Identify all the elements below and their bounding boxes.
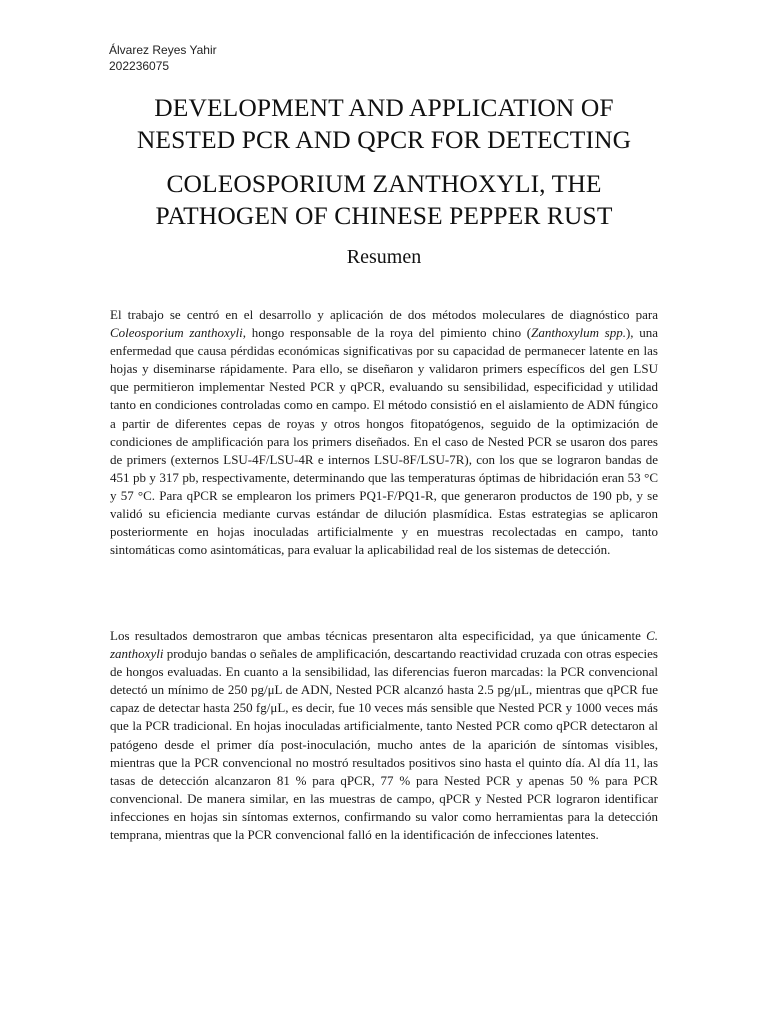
author-block: [109, 42, 217, 74]
title-part-2: [60, 168, 708, 232]
paragraph-1-text-a: El trabajo se centró en el desarrollo y aplicación de dos métodos moleculares de diagnóstico para: [110, 307, 658, 322]
abstract-paragraph-2: [110, 627, 658, 844]
paragraph-1-italic-species: Coleosporium zanthoxyli: [110, 325, 243, 341]
title-line-2: NESTED PCR AND QPCR FOR DETECTING: [136, 125, 632, 154]
title-line-3: COLEOSPORIUM ZANTHOXYLI, THE: [166, 169, 602, 198]
section-heading: Resumen: [346, 246, 422, 268]
paragraph-1-text-c: ), una enfermedad que causa pérdidas económicas significativas por su capacidad de permanecer latente en las hojas y diseminarse rápidamente. Para ello, se diseñaron y validaron primers específicos del gen LSU que permitieron implementar Nested PCR y qPCR, evaluando su sensibilidad, especificidad y utilidad tanto en condiciones controladas como en campo. El método consistió en el aislamiento de ADN fúngico a partir de diferentes cepas de royas y otros hongos fitopatógenos, seguido de la optimización de condiciones de amplificación para los primers diseñados. En el caso de Nested PCR se usaron dos pares de primers (externos LSU-4F/LSU-4R e internos LSU-8F/LSU-7R), con los que se lograron bandas de 451 pb y 317 pb, respectivamente, determinando que las temperaturas óptimas de hibridación eran 53 °C y 57 °C. Para qPCR se emplearon los primers PQ1-F/PQ1-R, que generaron productos de 190 pb, y se validó su eficiencia mediante curvas estándar de dilución plasmídica. Estas estrategias se aplicaron posteriormente en hojas inoculadas artificialmente y en muestras recolectadas en campo, tanto sintomáticas como asintomáticas, para evaluar la aplicabilidad real de los sistemas de detección.: [110, 325, 658, 558]
paragraph-1-text-b: , hongo responsable de la roya del pimiento chino (: [242, 325, 532, 341]
paragraph-1-italic-genus: Zanthoxylum spp.: [531, 325, 626, 341]
author-name: Álvarez Reyes Yahir: [109, 43, 217, 57]
paragraph-2-italic-species: C. zanthoxyli: [110, 628, 658, 662]
abstract-paragraph-1: [110, 306, 658, 559]
title-line-1: DEVELOPMENT AND APPLICATION OF: [154, 93, 614, 122]
title-part-1: [60, 92, 708, 156]
title-line-4: PATHOGEN OF CHINESE PEPPER RUST: [155, 201, 613, 230]
paragraph-2-text-b: produjo bandas o señales de amplificación, descartando reactividad cruzada con otras especies de hongos evaluadas. En cuanto a la sensibilidad, las diferencias fueron marcadas: la PCR convencional detectó un mínimo de 250 pg/μL de ADN, Nested PCR alcanzó hasta 2.5 pg/μL, mientras que qPCR fue capaz de detectar hasta 250 fg/μL, es decir, fue 10 veces más sensible que Nested PCR y 1000 veces más que la PCR tradicional. En hojas inoculadas artificialmente, tanto Nested PCR como qPCR detectaron al patógeno desde el primer día post-inoculación, mucho antes de la aparición de síntomas visibles, mientras que la PCR convencional no mostró resultados positivos sino hasta el quinto día. Al día 11, las tasas de detección alcanzaron 81 % para qPCR, 77 % para Nested PCR y apenas 50 % para PCR convencional. De manera similar, en las muestras de campo, qPCR y Nested PCR lograron identificar infecciones en hojas sin síntomas externos, confirmando su valor como herramientas para la detección temprana, mientras que la PCR convencional falló en la identificación de infecciones latentes.: [110, 646, 658, 843]
paragraph-2-text-a: Los resultados demostraron que ambas técnicas presentaron alta especificidad, ya que únicamente: [110, 628, 647, 643]
student-id: 202236075: [109, 59, 170, 73]
